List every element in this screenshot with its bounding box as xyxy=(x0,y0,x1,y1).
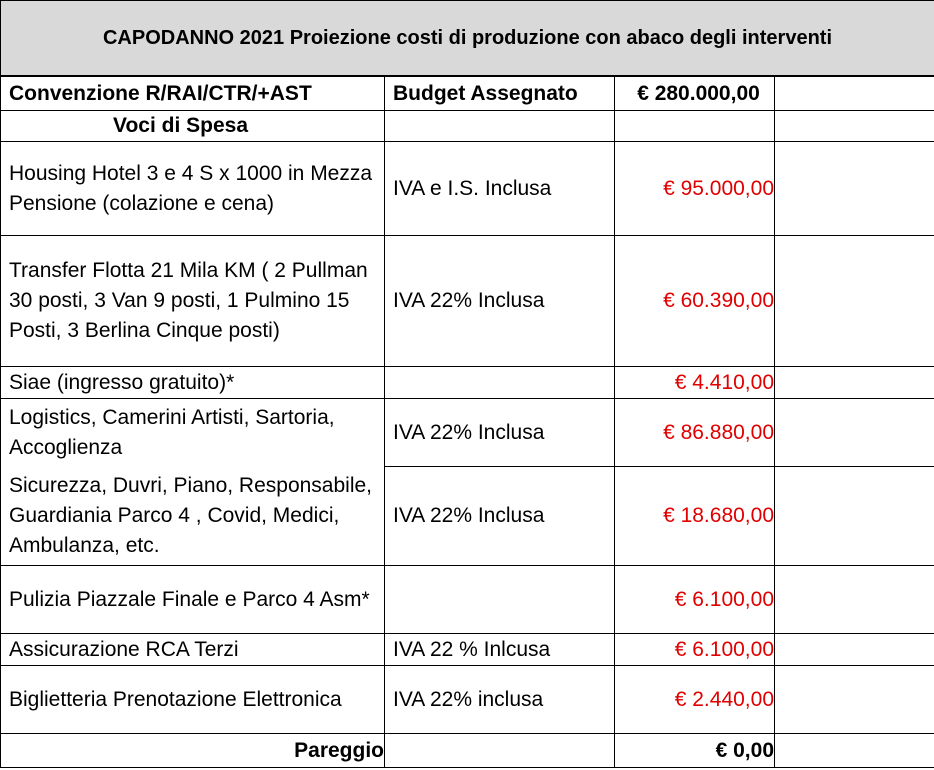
empty-cell xyxy=(775,77,934,111)
total-row xyxy=(1,734,934,768)
row-amount: € 6.100,00 xyxy=(615,566,775,634)
empty-cell xyxy=(775,467,934,566)
row-amount: € 6.100,00 xyxy=(615,634,775,666)
row-description: Logistics, Camerini Artisti, Sartoria, Accoglienza xyxy=(1,399,385,467)
row-vat xyxy=(385,566,615,634)
budget-table xyxy=(0,76,934,768)
row-vat: IVA 22% inclusa xyxy=(385,666,615,734)
row-amount: € 18.680,00 xyxy=(615,467,775,566)
empty-cell xyxy=(775,367,934,399)
row-amount: € 60.390,00 xyxy=(615,236,775,367)
row-vat: IVA 22% Inclusa xyxy=(385,467,615,566)
page-title: CAPODANNO 2021 Proiezione costi di produzione con abaco degli interventi xyxy=(0,0,934,76)
table-row xyxy=(1,142,934,236)
row-vat: IVA 22 % Inlcusa xyxy=(385,634,615,666)
row-description: Sicurezza, Duvri, Piano, Responsabile, Guardiania Parco 4 , Covid, Medici, Ambulanza, etc. xyxy=(1,467,385,566)
table-row xyxy=(1,367,934,399)
empty-cell xyxy=(385,111,615,142)
empty-cell xyxy=(615,111,775,142)
row-description: Assicurazione RCA Terzi xyxy=(1,634,385,666)
empty-cell xyxy=(775,399,934,467)
section-label: Voci di Spesa xyxy=(1,111,385,142)
row-vat xyxy=(385,367,615,399)
budget-value: € 280.000,00 xyxy=(615,77,775,111)
table-row xyxy=(1,236,934,367)
empty-cell xyxy=(775,111,934,142)
table-row xyxy=(1,634,934,666)
row-description: Pulizia Piazzale Finale e Parco 4 Asm* xyxy=(1,566,385,634)
table-row xyxy=(1,467,934,566)
budget-label: Budget Assegnato xyxy=(385,77,615,111)
table-row xyxy=(1,566,934,634)
empty-cell xyxy=(775,734,934,768)
row-amount: € 4.410,00 xyxy=(615,367,775,399)
pareggio-value: € 0,00 xyxy=(615,734,775,768)
convention-label: Convenzione R/RAI/CTR/+AST xyxy=(1,77,385,111)
row-amount: € 2.440,00 xyxy=(615,666,775,734)
empty-cell xyxy=(385,734,615,768)
row-description: Transfer Flotta 21 Mila KM ( 2 Pullman 30 posti, 3 Van 9 posti, 1 Pulmino 15 Posti, 3 Berlina Cinque posti) xyxy=(1,236,385,367)
table-row xyxy=(1,666,934,734)
empty-cell xyxy=(775,142,934,236)
row-description: Housing Hotel 3 e 4 S x 1000 in Mezza Pensione (colazione e cena) xyxy=(1,142,385,236)
row-vat: IVA 22% Inclusa xyxy=(385,236,615,367)
section-row xyxy=(1,111,934,142)
pareggio-label: Pareggio xyxy=(1,734,385,768)
header-row xyxy=(1,77,934,111)
row-description: Biglietteria Prenotazione Elettronica xyxy=(1,666,385,734)
row-amount: € 86.880,00 xyxy=(615,399,775,467)
row-vat: IVA 22% Inclusa xyxy=(385,399,615,467)
empty-cell xyxy=(775,634,934,666)
empty-cell xyxy=(775,236,934,367)
row-vat: IVA e I.S. Inclusa xyxy=(385,142,615,236)
table-row xyxy=(1,399,934,467)
row-description: Siae (ingresso gratuito)* xyxy=(1,367,385,399)
row-amount: € 95.000,00 xyxy=(615,142,775,236)
empty-cell xyxy=(775,666,934,734)
empty-cell xyxy=(775,566,934,634)
